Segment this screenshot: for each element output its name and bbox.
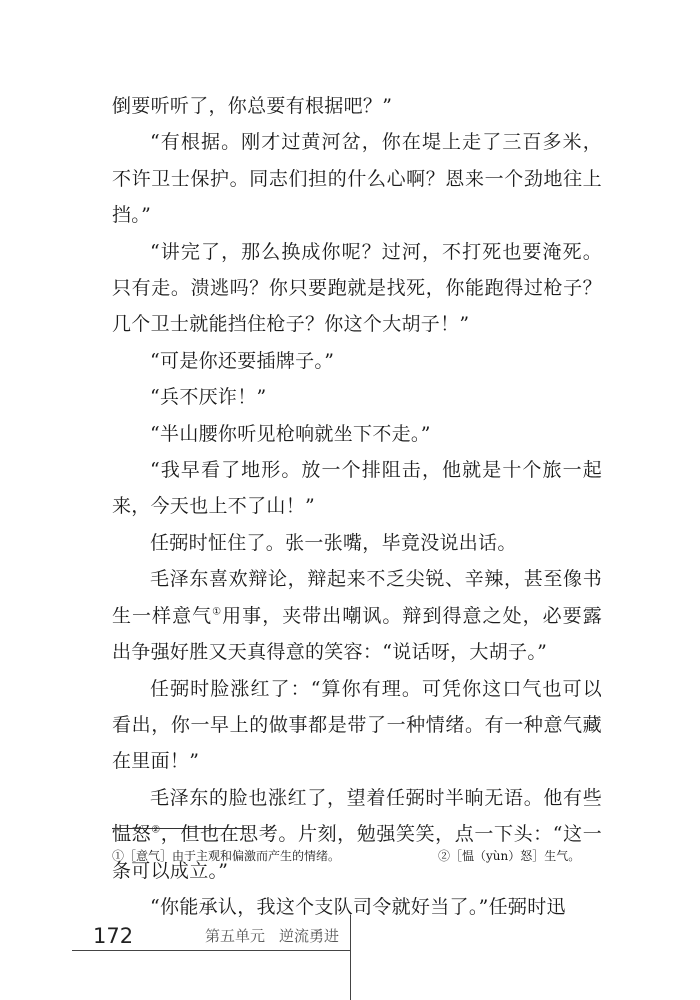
paragraph: “有根据。刚才过黄河岔，你在堤上走了三百多米，不许卫士保护。同志们担的什么心啊？恩来一个劲地往上挡。” [112,131,602,227]
footnote-ref-2: ② [151,824,161,836]
paragraph [112,780,602,889]
page-number: 172 [93,924,134,948]
footnote-2: ②［愠（yùn）怒］生气。 [438,849,581,863]
paragraph: 倒要听听了，你总要有根据吧？” [112,95,393,117]
unit-title: 逆流勇进 [279,927,340,945]
unit-label: 第五单元 [205,927,266,945]
paragraph-text: 毛泽东喜欢辩论，辩起来不乏尖锐、辛辣，甚至像书生一样意气 [112,568,602,627]
footnote-ref-1: ① [212,606,223,618]
running-footer [205,925,339,946]
footnote-1: ①［意气］由于主观和偏激而产生的情绪。 [112,849,341,863]
paragraph-text: 毛泽东的脸也涨红了，望着任弼时半晌无语。他有些愠怒 [112,786,602,846]
paragraph [112,561,602,670]
paragraph-text: ，但也在思考。片刻，勉强笑笑，点一下头：“这一条可以成立。” [112,823,602,882]
footer-vertical-divider [350,915,351,1000]
paragraph: 任弼时脸涨红了：“算你有理。可凭你这口气也可以看出，你一早上的做事都是带了一种情绪。有一种意气藏在里面！” [112,677,602,773]
paragraph: “我早看了地形。放一个排阻击，他就是十个旅一起来，今天也上不了山！” [112,459,602,518]
paragraph: “讲完了，那么换成你呢？过河，不打死也要淹死。只有走。溃逃吗？你只要跑就是找死，你能跑得过枪子？几个卫士就能挡住枪子？你这个大胡子！” [112,240,602,336]
body-text [112,88,602,925]
paragraph-text: 用事，夹带出嘲讽。辩到得意之处，必要露出争强好胜又天真得意的笑容：“说话呀，大胡子。” [112,604,602,664]
paragraph: “兵不厌诈！” [150,386,267,409]
footer-divider [72,950,350,951]
footnote-divider [112,828,247,829]
paragraph: “可是你还要插牌子。” [150,349,335,372]
paragraph: 任弼时怔住了。张一张嘴，毕竟没说出话。 [150,531,517,554]
paragraph: “你能承认，我这个支队司令就好当了。”任弼时迅 [150,895,566,918]
paragraph: “半山腰你听见枪响就坐下不走。” [150,422,431,445]
